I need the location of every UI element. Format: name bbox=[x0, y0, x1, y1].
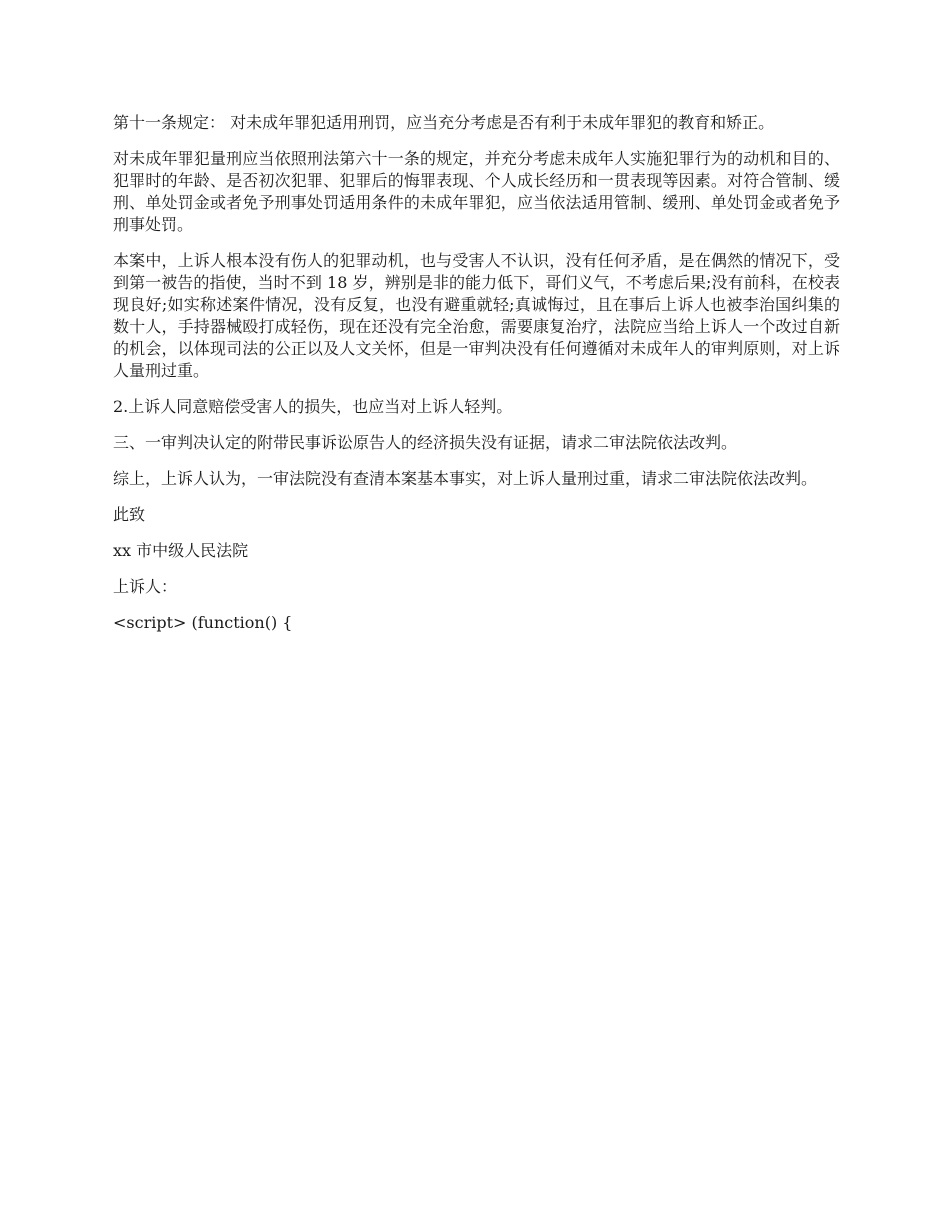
paragraph-civil-claim: 三、一审判决认定的附带民事诉讼原告人的经济损失没有证据，请求二审法院依法改判。 bbox=[113, 433, 738, 452]
document-body bbox=[113, 112, 840, 648]
paragraph-article-eleven: 第十一条规定： 对未成年罪犯适用刑罚，应当充分考虑是否有利于未成年罪犯的教育和矫正。 bbox=[113, 113, 775, 132]
paragraph-conclusion: 综上，上诉人认为，一审法院没有查清本案基本事实，对上诉人量刑过重，请求二审法院依法改判。 bbox=[113, 469, 818, 488]
paragraph-case-facts: 本案中，上诉人根本没有伤人的犯罪动机，也与受害人不认识，没有任何矛盾，是在偶然的情况下，受到第一被告的指使，当时不到 18 岁，辨别是非的能力低下，哥们义气，不考虑后果;没有前科，在校表现良好;如实称述案件情况，没有反复，也没有避重就轻;真诚悔过，且在事后上诉人也被李治国纠集的数十人，手持器械殴打成轻伤，现在还没有完全治愈，需要康复治疗，法院应当给上诉人一个改过自新的机会，以体现司法的公正以及人文关怀，但是一审判决没有任何遵循对未成年人的审判原则，对上诉人量刑过重。 bbox=[113, 251, 840, 380]
paragraph-sentencing-rule: 对未成年罪犯量刑应当依照刑法第六十一条的规定，并充分考虑未成年人实施犯罪行为的动机和目的、犯罪时的年龄、是否初次犯罪、犯罪后的悔罪表现、个人成长经历和一贯表现等因素。对符合管制、缓刑、单处罚金或者免予刑事处罚适用条件的未成年罪犯，应当依法适用管制、缓刑、单处罚金或者免予刑事处罚。 bbox=[113, 149, 840, 234]
paragraph-compensation: 2.上诉人同意赔偿受害人的损失，也应当对上诉人轻判。 bbox=[113, 397, 513, 416]
paragraph-court-name: xx 市中级人民法院 bbox=[113, 541, 249, 560]
paragraph-appellant-label: 上诉人： bbox=[113, 577, 178, 596]
paragraph-script-residue: <script> (function() { bbox=[113, 613, 293, 632]
paragraph-salutation: 此致 bbox=[113, 505, 146, 524]
